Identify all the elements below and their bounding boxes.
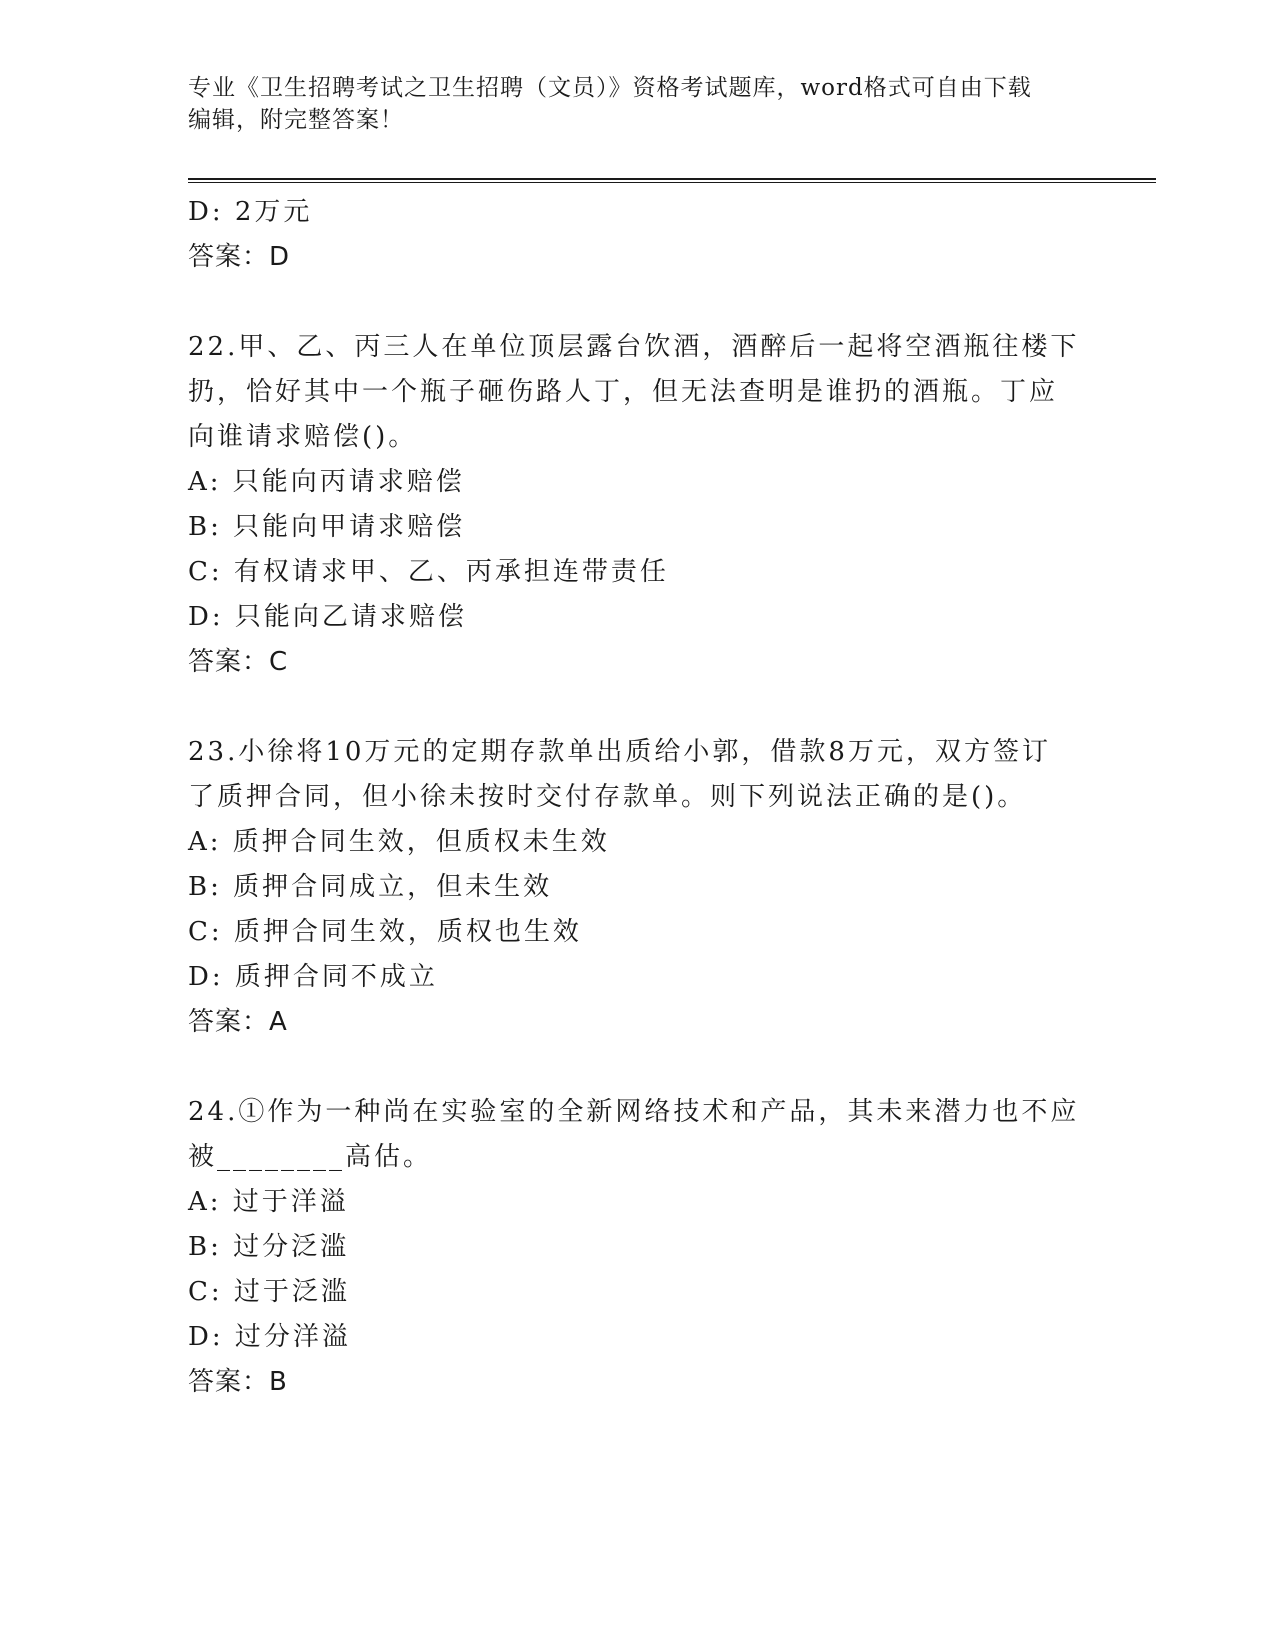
header-line-2: 编辑，附完整答案！ <box>188 107 404 133</box>
question-23 <box>188 730 1088 1045</box>
option-d: D: 质押合同不成立 <box>188 962 438 992</box>
question-stem-line: 向谁请求赔偿()。 <box>188 422 418 452</box>
option-d: D: 只能向乙请求赔偿 <box>188 602 467 632</box>
option-c: C: 有权请求甲、乙、丙承担连带责任 <box>188 557 669 587</box>
answer-label: 答案：B <box>188 1367 288 1397</box>
spacer <box>188 280 1088 325</box>
spacer <box>188 1045 1088 1090</box>
option-c: C: 过于泛滥 <box>188 1277 350 1307</box>
question-stem-line: 22.甲、乙、丙三人在单位顶层露台饮酒，酒醉后一起将空酒瓶往楼下 <box>188 332 1080 362</box>
question-stem-line: 23.小徐将10万元的定期存款单出质给小郭，借款8万元，双方签订 <box>188 737 1051 767</box>
header-divider <box>188 178 1156 183</box>
question-stem-line: 了质押合同，但小徐未按时交付存款单。则下列说法正确的是()。 <box>188 782 1027 812</box>
option-b: B: 过分泛滥 <box>188 1232 350 1262</box>
previous-question-tail <box>188 190 1088 280</box>
answer-label: 答案：C <box>188 647 289 677</box>
option-a: A: 质押合同生效，但质权未生效 <box>188 827 610 857</box>
question-stem-line: 扔，恰好其中一个瓶子砸伤路人丁，但无法查明是谁扔的酒瓶。丁应 <box>188 377 1059 407</box>
question-24 <box>188 1090 1088 1405</box>
answer-label: 答案：A <box>188 1007 288 1037</box>
option-b: B: 只能向甲请求赔偿 <box>188 512 466 542</box>
option-a: A: 过于洋溢 <box>188 1187 349 1217</box>
question-list <box>188 190 1088 1405</box>
answer-label: 答案：D <box>188 242 291 272</box>
option-a: A: 只能向丙请求赔偿 <box>188 467 465 497</box>
question-22 <box>188 325 1088 685</box>
header-line-1: 专业《卫生招聘考试之卫生招聘（文员）》资格考试题库，word格式可自由下载 <box>188 75 1032 101</box>
page-header <box>188 72 1088 136</box>
spacer <box>188 685 1088 730</box>
option-d: D: 2万元 <box>188 197 313 227</box>
option-d: D: 过分洋溢 <box>188 1322 351 1352</box>
option-c: C: 质押合同生效，质权也生效 <box>188 917 582 947</box>
question-stem-line: 被________高估。 <box>188 1142 433 1172</box>
option-b: B: 质押合同成立，但未生效 <box>188 872 553 902</box>
question-stem-line: 24.①作为一种尚在实验室的全新网络技术和产品，其未来潜力也不应 <box>188 1097 1080 1127</box>
